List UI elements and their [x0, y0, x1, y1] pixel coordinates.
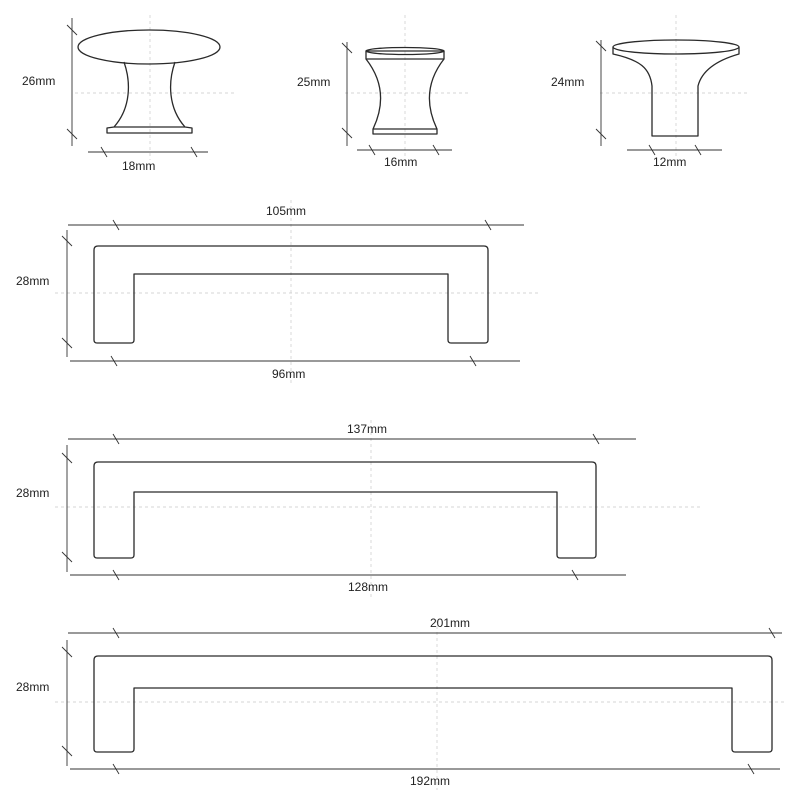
handle-large-hole-spacing-label: 192mm	[410, 774, 451, 788]
handle-small-length-label: 105mm	[266, 204, 307, 218]
knob-c-height-label: 24mm	[551, 75, 585, 89]
knob-c-base-label: 12mm	[653, 155, 687, 169]
handle-large-height-label: 28mm	[16, 680, 50, 694]
handle-large	[16, 616, 785, 790]
handle-large-outline	[94, 656, 772, 752]
handle-medium-height-label: 28mm	[16, 486, 50, 500]
knob-c	[551, 15, 748, 169]
knob-c-body	[613, 47, 739, 136]
handle-small-height-label: 28mm	[16, 274, 50, 288]
handle-small-hole-spacing-label: 96mm	[272, 367, 306, 381]
knob-a-base-label: 18mm	[122, 159, 156, 173]
knob-b	[297, 15, 470, 169]
knob-a	[22, 15, 235, 173]
knob-a-height-label: 26mm	[22, 74, 56, 88]
knob-a-body	[107, 62, 192, 133]
handle-large-length-label: 201mm	[430, 616, 471, 630]
handle-medium-outline	[94, 462, 596, 558]
knob-b-base-label: 16mm	[384, 155, 418, 169]
handle-medium	[16, 420, 700, 600]
handle-medium-hole-spacing-label: 128mm	[348, 580, 389, 594]
knob-a-top	[78, 30, 220, 64]
knob-b-height-label: 25mm	[297, 75, 331, 89]
handle-medium-length-label: 137mm	[347, 422, 388, 436]
handle-small	[16, 200, 540, 385]
